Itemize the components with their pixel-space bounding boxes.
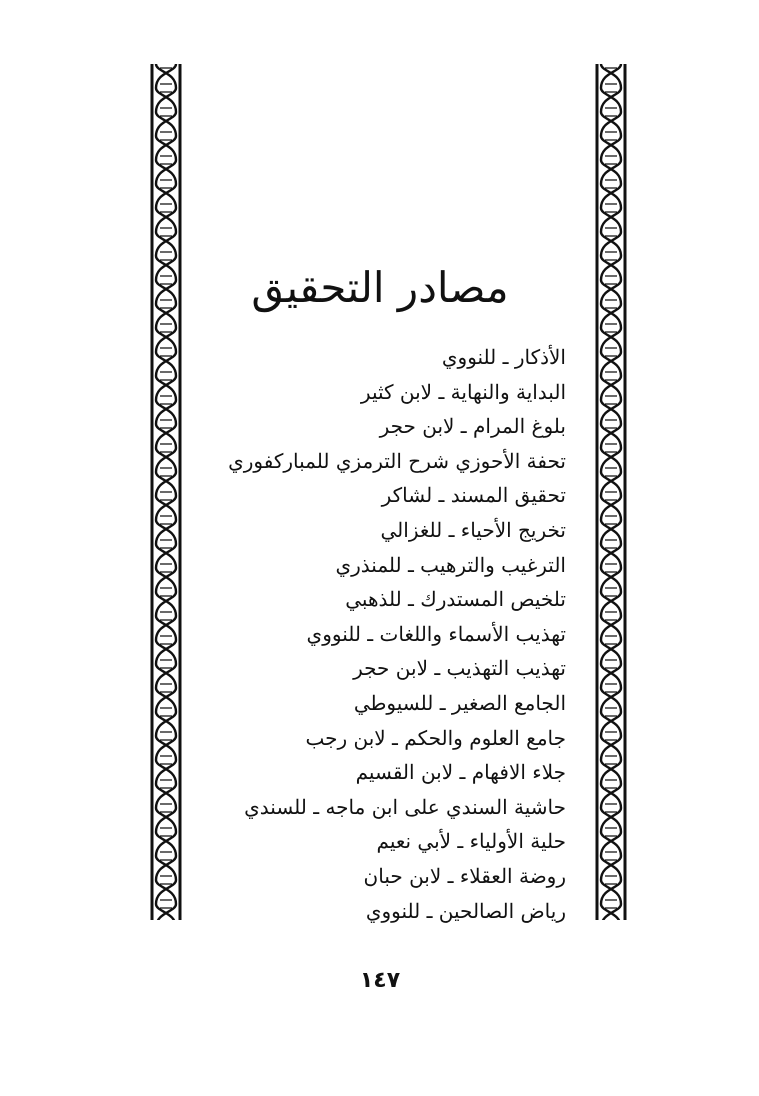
sources-list bbox=[196, 340, 566, 928]
left-decorative-border bbox=[150, 64, 182, 920]
list-item: البداية والنهاية ـ لابن كثير bbox=[360, 379, 566, 404]
list-item: الجامع الصغير ـ للسيوطي bbox=[353, 690, 566, 715]
list-item: روضة العقلاء ـ لابن حبان bbox=[363, 863, 566, 888]
list-item: تحفة الأحوزي شرح الترمزي للمباركفوري bbox=[228, 448, 566, 473]
list-item: تهذيب الأسماء واللغات ـ للنووي bbox=[306, 621, 566, 646]
braid-pattern bbox=[595, 64, 627, 920]
page-number: ١٤٧ bbox=[359, 968, 401, 993]
list-item: تحقيق المسند ـ لشاكر bbox=[381, 483, 566, 508]
list-item: جلاء الافهام ـ لابن القسيم bbox=[355, 760, 566, 785]
right-decorative-border bbox=[595, 64, 627, 920]
list-item: الأذكار ـ للنووي bbox=[441, 345, 566, 369]
list-item: تهذيب التهذيب ـ لابن حجر bbox=[353, 656, 566, 681]
list-item: بلوغ المرام ـ لابن حجر bbox=[379, 414, 566, 439]
list-item: تخريج الأحياء ـ للغزالي bbox=[380, 517, 566, 542]
list-item: جامع العلوم والحكم ـ لابن رجب bbox=[305, 725, 566, 750]
list-item: رياض الصالحين ـ للنووي bbox=[365, 898, 566, 923]
list-item: حاشية السندي على ابن ماجه ـ للسندي bbox=[244, 794, 566, 819]
page-title: مصادر التحقيق bbox=[251, 263, 509, 312]
list-item: حلية الأولياء ـ لأبي نعيم bbox=[376, 829, 566, 854]
braid-pattern bbox=[150, 64, 182, 920]
list-item: الترغيب والترهيب ـ للمنذري bbox=[335, 552, 566, 577]
list-item: تلخيص المستدرك ـ للذهبي bbox=[345, 587, 566, 612]
